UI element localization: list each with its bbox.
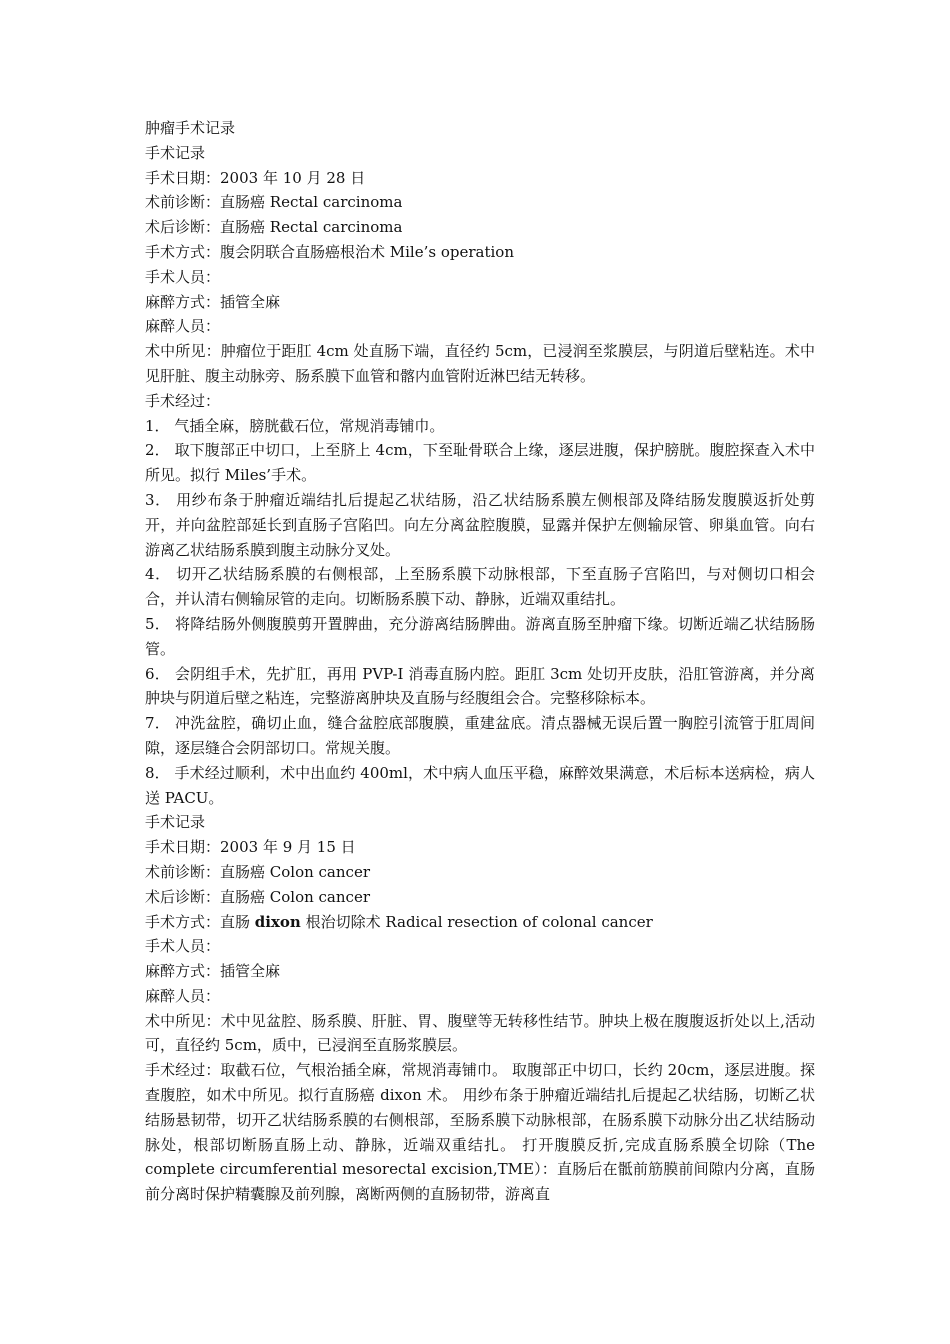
surgery-date: 手术日期：2003 年 10 月 28 日 [145,168,366,187]
surgery-method: 手术方式：腹会阴联合直肠癌根治术 Mile’s operation [145,242,514,261]
document-title: 肿瘤手术记录 [145,119,236,137]
surgeons-field: 手术人员： [145,267,221,286]
process-step: 3． 用纱布条于肿瘤近端结扎后提起乙状结肠，沿乙状结肠系膜左侧根部及降结肠发腹膜返折处剪开，并向盆腔部延长到直肠子宫陷凹。向左分离盆腔腹膜，显露并保护左侧输尿管、卵巢血管。向右游离乙状结肠系膜到腹主动脉分叉处。 [145,490,815,559]
anesthetists-field: 麻醉人员： [145,317,221,336]
record-heading: 手术记录 [145,813,206,832]
process-step: 7． 冲洗盆腔，确切止血，缝合盆腔底部腹膜，重建盆底。清点器械无误后置一胸腔引流管于肛周间隙，逐层缝合会阴部切口。常规关腹。 [145,714,815,757]
process-step: 1． 气插全麻，膀胱截石位，常规消毒铺巾。 [145,416,445,435]
anesthesia-method: 麻醉方式：插管全麻 [145,292,281,311]
document-page [145,116,815,1207]
process-step: 5． 将降结肠外侧腹膜剪开置脾曲，充分游离结肠脾曲。游离直肠至肿瘤下缘。切断近端乙状结肠肠管。 [145,614,815,658]
process-step: 6． 会阴组手术，先扩肛，再用 PVP-I 消毒直肠内腔。距肛 3cm 处切开皮肤，沿肛管游离，并分离肿块与阴道后壁之粘连，完整游离肿块及直肠与经腹组会合。完整移除标本。 [145,664,815,708]
process-label: 手术经过： [145,391,221,410]
process-step: 4． 切开乙状结肠系膜的右侧根部，上至肠系膜下动脉根部，下至直肠子宫陷凹，与对侧切口相会合，并认清右侧输尿管的走向。切断肠系膜下动、静脉，近端双重结扎。 [145,565,815,609]
surgery-method [145,910,815,935]
post-op-diagnosis: 术后诊断：直肠癌 Rectal carcinoma [145,218,403,237]
surgery-method-suffix: 根治切除术 Radical resection of colonal cancer [300,912,653,931]
process-step: 2． 取下腹部正中切口，上至脐上 4cm，下至耻骨联合上缘，逐层进腹，保护膀胱。腹腔探查入术中所见。拟行 Miles’手术。 [145,441,815,485]
surgeons-field: 手术人员： [145,937,221,956]
record-heading: 手术记录 [145,143,206,162]
pre-op-diagnosis: 术前诊断：直肠癌 Colon cancer [145,862,370,881]
anesthetists-field: 麻醉人员： [145,986,221,1005]
intraop-findings: 术中所见：术中见盆腔、肠系膜、肝脏、胃、腹壁等无转移性结节。肿块上极在腹腹返折处以上,活动可，直径约 5cm，质中，已浸润至直肠浆膜层。 [145,1011,815,1055]
surgery-date: 手术日期：2003 年 9 月 15 日 [145,838,356,857]
intraop-findings: 术中所见：肿瘤位于距肛 4cm 处直肠下端，直径约 5cm，已浸润至浆膜层，与阴道后壁粘连。术中见肝脏、腹主动脉旁、肠系膜下血管和髂内血管附近淋巴结无转移。 [145,342,815,385]
post-op-diagnosis: 术后诊断：直肠癌 Colon cancer [145,887,370,906]
anesthesia-method: 麻醉方式：插管全麻 [145,962,281,981]
surgery-process: 手术经过：取截石位，气根治插全麻，常规消毒铺巾。 取腹部正中切口，长约 20cm，逐层进腹。探查腹腔，如术中所见。拟行直肠癌 dixon 术。 用纱布条于肿瘤近端结扎后提起乙状结肠，切断乙状结肠悬韧带，切开乙状结肠系膜的右侧根部，至肠系膜下动脉根部，在肠系膜下动脉分出乙状结肠动脉处，根部切断肠直肠上动、静脉，近端双重结扎。 打开腹膜反折,完成直肠系膜全切除（The complete circumferential mesorectal excision,TME）：直肠后在骶前筋膜前间隙内分离，直肠前分离时保护精囊腺及前列腺，离断两侧的直肠韧带，游离直 [145,1061,815,1204]
surgery-method-prefix: 手术方式：直肠 [145,912,255,931]
process-step: 8． 手术经过顺利，术中出血约 400ml，术中病人血压平稳，麻醉效果满意，术后标本送病检，病人送 PACU。 [145,763,815,807]
pre-op-diagnosis: 术前诊断：直肠癌 Rectal carcinoma [145,193,403,212]
surgery-method-bold: dixon [254,912,301,931]
